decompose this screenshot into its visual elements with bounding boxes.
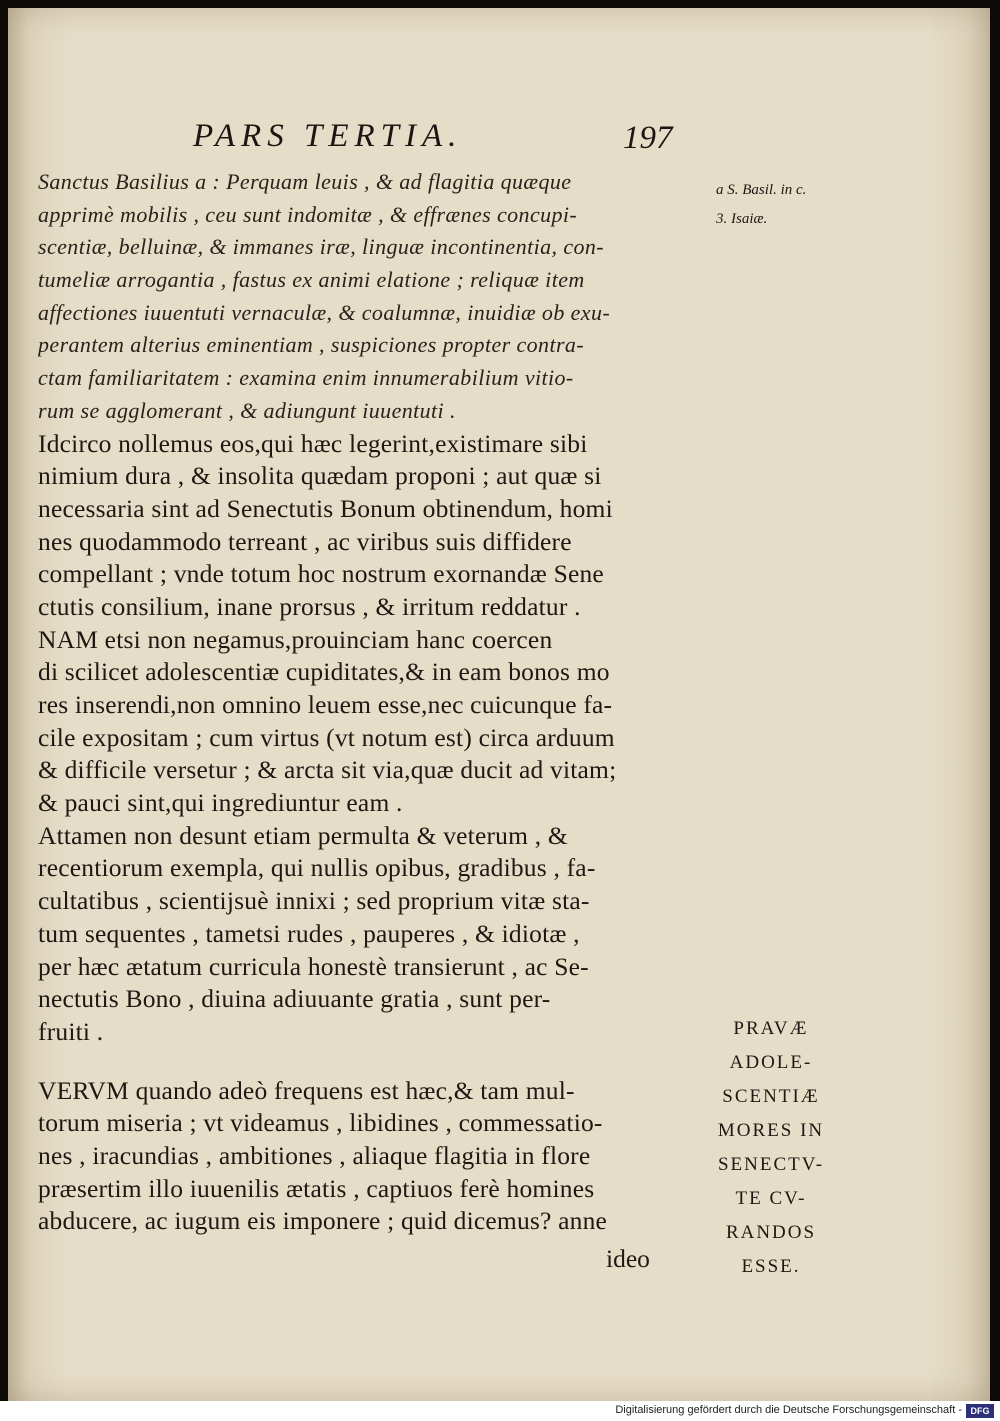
book-page xyxy=(8,8,990,1401)
text-line: nimium dura , & insolita quædam proponi ; aut quæ si xyxy=(38,461,602,491)
side-note-line: ESSE. xyxy=(741,1256,801,1277)
text-line: torum miseria ; vt videamus , libidines , commessatio- xyxy=(38,1108,603,1138)
text-line: nectutis Bono , diuina adiuuante gratia , sunt per- xyxy=(38,984,551,1014)
side-note-line: RANDOS xyxy=(725,1222,817,1243)
text-line: & pauci sint,qui ingrediuntur eam . xyxy=(38,788,403,818)
catchword: ideo xyxy=(606,1244,650,1273)
text-line: fruiti . xyxy=(38,1016,104,1046)
side-note-line: TE CV- xyxy=(735,1188,807,1209)
side-note-line: SCENTIÆ xyxy=(722,1086,820,1107)
page-header xyxy=(8,118,990,158)
text-line: VERVM quando adeò frequens est hæc,& tam mul- xyxy=(38,1075,575,1105)
side-note-line: SENECTV- xyxy=(717,1154,825,1175)
side-note xyxy=(706,1012,836,1284)
footer-bar xyxy=(0,1401,1000,1421)
text-line: affectiones iuuentuti vernaculæ, & coalumnæ, inuidiæ ob exu- xyxy=(38,299,611,325)
quote-block xyxy=(38,166,708,428)
text-line: ctutis consilium, inane prorsus , & irritum reddatur . xyxy=(38,591,581,621)
margin-note-line: 3. Isaiæ. xyxy=(716,211,768,227)
paragraph xyxy=(38,820,708,1049)
text-line: perantem alterius eminentiam , suspiciones propter contra- xyxy=(38,332,585,358)
text-line: di scilicet adolescentiæ cupiditates,& in eam bonos mo xyxy=(38,657,610,687)
text-line: cile expositam ; cum virtus (vt notum est) circa arduum xyxy=(38,722,615,752)
page-number: 197 xyxy=(623,120,673,156)
text-line: compellant ; vnde totum hoc nostrum exornandæ Sene xyxy=(38,559,604,589)
text-line: tum sequentes , tametsi rudes , pauperes , & idiotæ , xyxy=(38,918,580,948)
funding-credit: Digitalisierung gefördert durch die Deutsche Forschungsgemeinschaft - xyxy=(615,1404,962,1416)
text-line: nes , iracundias , ambitiones , aliaque flagitia in flore xyxy=(38,1140,591,1170)
paragraph xyxy=(38,1075,708,1238)
paragraph xyxy=(38,624,708,820)
margin-note xyxy=(716,176,856,234)
text-line: scentiæ, belluinæ, & immanes iræ, linguæ incontinentia, con- xyxy=(38,234,605,260)
text-line: præsertim illo iuuenilis ætatis , captiuos ferè homines xyxy=(38,1173,595,1203)
text-line: Sanctus Basilius a : Perquam leuis , & ad flagitia quæque xyxy=(38,169,572,194)
text-line: per hæc ætatum curricula honestè transierunt , ac Se- xyxy=(38,951,589,981)
paragraph-gap xyxy=(38,1049,708,1075)
text-line: abducere, ac iugum eis imponere ; quid dicemus? anne xyxy=(38,1206,608,1236)
text-line: Attamen non desunt etiam permulta & veterum , & xyxy=(38,820,568,850)
main-text xyxy=(38,166,708,1238)
text-line: rum se agglomerant , & adiungunt iuuentuti . xyxy=(38,397,456,423)
text-line: Idcirco nollemus eos,qui hæc legerint,existimare sibi xyxy=(38,428,588,458)
text-line: NAM etsi non negamus,prouinciam hanc coercen xyxy=(38,624,553,654)
side-note-line: PRAVÆ xyxy=(733,1018,809,1039)
text-line: tumeliæ arrogantia , fastus ex animi elatione ; reliquæ item xyxy=(38,267,585,293)
margin-note-line: a S. Basil. in c. xyxy=(716,182,807,198)
paragraph xyxy=(38,428,708,624)
dfg-logo: DFG xyxy=(966,1404,994,1418)
text-line: nes quodammodo terreant , ac viribus suis diffidere xyxy=(38,526,572,556)
text-line: & difficile versetur ; & arcta sit via,quæ ducit ad vitam; xyxy=(38,755,617,785)
text-line: ctam familiaritatem : examina enim innumerabilium vitio- xyxy=(38,365,574,391)
text-line: res inserendi,non omnino leuem esse,nec cuicunque fa- xyxy=(38,690,613,719)
text-line: apprimè mobilis , ceu sunt indomitæ , & effrænes concupi- xyxy=(38,201,578,227)
text-line: cultatibus , scientijsuè innixi ; sed proprium vitæ sta- xyxy=(38,886,590,916)
text-line: necessaria sint ad Senectutis Bonum obtinendum, homi xyxy=(38,493,613,523)
running-title: PARS TERTIA. xyxy=(193,118,463,154)
side-note-line: ADOLE- xyxy=(729,1052,813,1073)
text-line: recentiorum exempla, qui nullis opibus, gradibus , fa- xyxy=(38,853,596,883)
side-note-line: MORES IN xyxy=(717,1120,825,1141)
